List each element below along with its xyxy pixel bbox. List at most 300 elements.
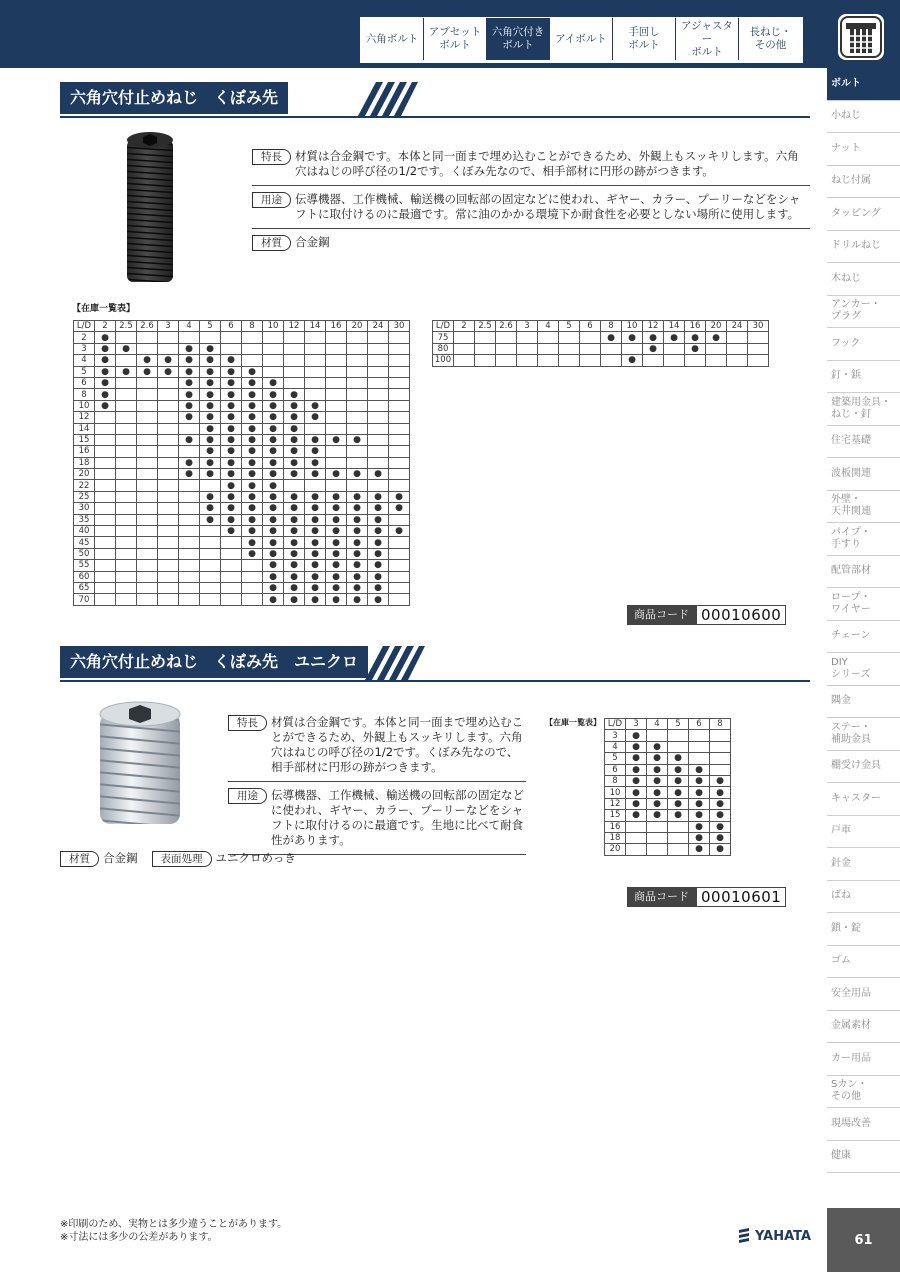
stock-empty bbox=[326, 412, 347, 423]
stock-empty bbox=[158, 537, 179, 548]
stock-dot: ● bbox=[643, 343, 664, 354]
stock-empty bbox=[137, 594, 158, 605]
product-code-value: 00010600 bbox=[696, 605, 786, 625]
table-row bbox=[74, 491, 410, 502]
stock-dot: ● bbox=[347, 560, 368, 571]
stock-empty bbox=[305, 423, 326, 434]
stock-empty bbox=[95, 594, 116, 605]
row-header: 3 bbox=[74, 343, 95, 354]
stock-dot: ● bbox=[389, 503, 410, 514]
stock-empty bbox=[454, 332, 475, 343]
stock-dot: ● bbox=[221, 491, 242, 502]
uses-text: 伝導機器、工作機械、輸送機の回転部の固定などに使われ、ギヤー、カラー、プーリーなどをシャフトに取付けるのに最適です。常に油のかかる環境下か耐食性を必要としない場所に使用します。 bbox=[295, 192, 801, 221]
sidebar-item[interactable]: 鎖・錠 bbox=[827, 913, 900, 946]
stock-dot: ● bbox=[368, 526, 389, 537]
table-row bbox=[605, 775, 731, 786]
sidebar-item[interactable]: 木ねじ bbox=[827, 263, 900, 296]
stock-dot: ● bbox=[95, 389, 116, 400]
stock-dot: ● bbox=[668, 798, 689, 809]
stock-dot: ● bbox=[116, 343, 137, 354]
column-header: 5 bbox=[200, 321, 221, 332]
column-header: 10 bbox=[263, 321, 284, 332]
stock-dot: ● bbox=[221, 412, 242, 423]
row-header: 55 bbox=[74, 560, 95, 571]
stock-dot: ● bbox=[305, 446, 326, 457]
stock-empty bbox=[284, 355, 305, 366]
stock-empty bbox=[305, 389, 326, 400]
stock-empty bbox=[668, 832, 689, 843]
stock-dot: ● bbox=[626, 798, 647, 809]
stock-empty bbox=[116, 526, 137, 537]
sidebar-item[interactable]: アンカー・ プラグ bbox=[827, 296, 900, 329]
sidebar-item[interactable]: ナット bbox=[827, 133, 900, 166]
stock-empty bbox=[517, 343, 538, 354]
stock-dot: ● bbox=[710, 775, 731, 786]
stock-empty bbox=[158, 480, 179, 491]
stock-dot: ● bbox=[284, 434, 305, 445]
stock-empty bbox=[326, 389, 347, 400]
sidebar-item[interactable]: 隅金 bbox=[827, 686, 900, 719]
row-header: 15 bbox=[605, 810, 626, 821]
stock-empty bbox=[389, 343, 410, 354]
column-header: 30 bbox=[748, 321, 769, 332]
stock-empty bbox=[326, 377, 347, 388]
sidebar-item[interactable]: 小ねじ bbox=[827, 101, 900, 134]
stock-empty bbox=[263, 343, 284, 354]
stock-dot: ● bbox=[647, 810, 668, 821]
column-header: 20 bbox=[347, 321, 368, 332]
stock-empty bbox=[326, 400, 347, 411]
table-row bbox=[433, 332, 769, 343]
stock-dot: ● bbox=[221, 377, 242, 388]
stock-empty bbox=[748, 355, 769, 366]
stock-dot: ● bbox=[242, 469, 263, 480]
stock-dot: ● bbox=[601, 332, 622, 343]
stock-empty bbox=[137, 332, 158, 343]
stock-empty bbox=[389, 434, 410, 445]
stock-dot: ● bbox=[263, 582, 284, 593]
stock-empty bbox=[305, 355, 326, 366]
section1-banner bbox=[60, 82, 810, 118]
stock-dot: ● bbox=[368, 571, 389, 582]
stock-empty bbox=[347, 343, 368, 354]
stock-empty bbox=[389, 582, 410, 593]
stock-dot: ● bbox=[284, 560, 305, 571]
sidebar-item[interactable]: 健康 bbox=[827, 1141, 900, 1174]
stock-empty bbox=[137, 343, 158, 354]
stock-empty bbox=[664, 355, 685, 366]
stock-empty bbox=[158, 446, 179, 457]
row-header: 65 bbox=[74, 582, 95, 593]
sidebar-item[interactable]: 金属素材 bbox=[827, 1011, 900, 1044]
column-header: 6 bbox=[689, 719, 710, 730]
stock-dot: ● bbox=[347, 434, 368, 445]
stock-dot: ● bbox=[668, 775, 689, 786]
sidebar-item[interactable]: チェーン bbox=[827, 621, 900, 654]
sidebar-item[interactable]: フック bbox=[827, 328, 900, 361]
table-row bbox=[74, 457, 410, 468]
stock-dot: ● bbox=[263, 446, 284, 457]
column-header: 3 bbox=[158, 321, 179, 332]
stock-empty bbox=[389, 423, 410, 434]
stock-empty bbox=[368, 457, 389, 468]
brand-name: YAHATA bbox=[755, 1228, 812, 1244]
stock-dot: ● bbox=[263, 548, 284, 559]
column-header: 2 bbox=[454, 321, 475, 332]
sidebar-item[interactable]: 配管部材 bbox=[827, 556, 900, 589]
stock-empty bbox=[710, 764, 731, 775]
tab-eye-bolt[interactable]: アイボルト bbox=[550, 18, 613, 60]
stock-dot: ● bbox=[347, 526, 368, 537]
footer-notes: ※印刷のため、実物とは多少違うことがあります。 ※寸法には多少の公差があります。 bbox=[60, 1219, 288, 1243]
stock-dot: ● bbox=[200, 400, 221, 411]
stock-dot: ● bbox=[305, 571, 326, 582]
table-row bbox=[605, 844, 731, 855]
stock-empty bbox=[116, 582, 137, 593]
stock-empty bbox=[689, 730, 710, 741]
table-row bbox=[74, 514, 410, 525]
table-row bbox=[74, 412, 410, 423]
stock-empty bbox=[137, 423, 158, 434]
stock-dot: ● bbox=[95, 332, 116, 343]
stock-dot: ● bbox=[242, 480, 263, 491]
stock-dot: ● bbox=[710, 821, 731, 832]
sidebar-item[interactable]: Sカン・ その他 bbox=[827, 1076, 900, 1109]
stock-empty bbox=[347, 377, 368, 388]
stock-dot: ● bbox=[347, 503, 368, 514]
stock-dot: ● bbox=[284, 582, 305, 593]
sidebar-item[interactable]: 波板関連 bbox=[827, 458, 900, 491]
stock-empty bbox=[137, 582, 158, 593]
stock-dot: ● bbox=[221, 469, 242, 480]
stock-empty bbox=[158, 514, 179, 525]
stock-empty bbox=[263, 355, 284, 366]
column-header: 16 bbox=[685, 321, 706, 332]
stock-empty bbox=[158, 434, 179, 445]
stock-dot: ● bbox=[95, 377, 116, 388]
stock-empty bbox=[668, 730, 689, 741]
stock-dot: ● bbox=[622, 332, 643, 343]
stock-empty bbox=[221, 537, 242, 548]
stock-dot: ● bbox=[221, 389, 242, 400]
stock-dot: ● bbox=[689, 775, 710, 786]
sidebar-item[interactable]: 棚受け金具 bbox=[827, 751, 900, 784]
stock-dot: ● bbox=[179, 343, 200, 354]
stock-dot: ● bbox=[326, 491, 347, 502]
sidebar-item[interactable]: カー用品 bbox=[827, 1043, 900, 1076]
tab-thumb-bolt[interactable]: 手回し ボルト bbox=[613, 18, 676, 60]
stock-dot: ● bbox=[284, 400, 305, 411]
row-header: 12 bbox=[74, 412, 95, 423]
stock-dot: ● bbox=[626, 753, 647, 764]
column-header: 20 bbox=[706, 321, 727, 332]
stock-dot: ● bbox=[263, 537, 284, 548]
stock-empty bbox=[158, 412, 179, 423]
sidebar-item[interactable]: 外壁・ 天井関連 bbox=[827, 491, 900, 524]
row-header: 18 bbox=[74, 457, 95, 468]
stock-dot: ● bbox=[368, 469, 389, 480]
stock-dot: ● bbox=[242, 526, 263, 537]
stock-empty bbox=[179, 582, 200, 593]
tab-hex-bolt[interactable]: 六角ボルト bbox=[361, 18, 424, 60]
stock-dot: ● bbox=[242, 548, 263, 559]
product-code-2 bbox=[627, 887, 786, 907]
tab-hex-socket-bolt[interactable]: 六角穴付き ボルト bbox=[487, 18, 550, 60]
stock-empty bbox=[626, 844, 647, 855]
sidebar-item[interactable]: キャスター bbox=[827, 783, 900, 816]
stock-empty bbox=[668, 844, 689, 855]
stock-dot: ● bbox=[263, 423, 284, 434]
stock-dot: ● bbox=[263, 571, 284, 582]
stock-empty bbox=[95, 514, 116, 525]
column-header: 3 bbox=[626, 719, 647, 730]
product-code-label: 商品コード bbox=[627, 605, 696, 625]
stock-empty bbox=[368, 446, 389, 457]
stock-empty bbox=[179, 332, 200, 343]
stock-empty bbox=[647, 730, 668, 741]
stock-empty bbox=[326, 355, 347, 366]
section2-title: 六角穴付止めねじ くぼみ先 ユニクロ bbox=[60, 646, 368, 678]
stock-dot: ● bbox=[668, 764, 689, 775]
stock-dot: ● bbox=[689, 764, 710, 775]
sidebar-item[interactable]: 建築用金具・ ねじ・釘 bbox=[827, 393, 900, 426]
stock-dot: ● bbox=[347, 537, 368, 548]
table-row bbox=[433, 355, 769, 366]
stock-empty bbox=[221, 571, 242, 582]
row-header: 16 bbox=[605, 821, 626, 832]
stock-dot: ● bbox=[242, 503, 263, 514]
stock-empty bbox=[626, 832, 647, 843]
stock-empty bbox=[116, 560, 137, 571]
uses-text: 伝導機器、工作機械、輸送機の回転部の固定などに使われ、ギヤー、カラー、プーリーなどをシャフトに取付けるのに最適です。生地に比べて耐食性があります。 bbox=[271, 788, 524, 847]
sidebar-item[interactable]: 現場改善 bbox=[827, 1108, 900, 1141]
stock-empty bbox=[368, 332, 389, 343]
sidebar-item[interactable]: ばね bbox=[827, 881, 900, 914]
row-header: 80 bbox=[433, 343, 454, 354]
stock-dot: ● bbox=[200, 389, 221, 400]
stock-empty bbox=[95, 412, 116, 423]
brand-logo bbox=[737, 1228, 811, 1244]
stock-empty bbox=[748, 332, 769, 343]
stock-empty bbox=[137, 434, 158, 445]
stock-empty bbox=[95, 434, 116, 445]
tab-long-thread[interactable]: 長ねじ・ その他 bbox=[739, 18, 802, 60]
stock-dot: ● bbox=[242, 491, 263, 502]
material-text: 合金鋼 bbox=[295, 235, 330, 249]
stock-empty bbox=[389, 560, 410, 571]
stock-dot: ● bbox=[647, 787, 668, 798]
stock-empty bbox=[263, 366, 284, 377]
stock-empty bbox=[116, 548, 137, 559]
stock-dot: ● bbox=[200, 423, 221, 434]
sidebar-item[interactable]: DIY シリーズ bbox=[827, 653, 900, 686]
stock-empty bbox=[116, 537, 137, 548]
stock-empty bbox=[347, 457, 368, 468]
stock-dot: ● bbox=[263, 491, 284, 502]
stock-empty bbox=[706, 343, 727, 354]
sidebar-item[interactable]: ドリルねじ bbox=[827, 231, 900, 264]
stock-dot: ● bbox=[347, 491, 368, 502]
row-header: 60 bbox=[74, 571, 95, 582]
stock-dot: ● bbox=[710, 832, 731, 843]
stock-empty bbox=[116, 332, 137, 343]
stock-dot: ● bbox=[200, 491, 221, 502]
stock-dot: ● bbox=[326, 526, 347, 537]
stock-dot: ● bbox=[284, 457, 305, 468]
stock-empty bbox=[95, 526, 116, 537]
stock-empty bbox=[158, 469, 179, 480]
stock-empty bbox=[284, 343, 305, 354]
stock-empty bbox=[647, 821, 668, 832]
stock-dot: ● bbox=[200, 355, 221, 366]
stock-empty bbox=[601, 355, 622, 366]
table-row bbox=[74, 343, 410, 354]
stock-empty bbox=[116, 355, 137, 366]
sidebar-item[interactable]: ボルト bbox=[827, 68, 900, 101]
stock-empty bbox=[221, 332, 242, 343]
row-header: 14 bbox=[74, 423, 95, 434]
stock-dot: ● bbox=[263, 389, 284, 400]
table-row bbox=[605, 832, 731, 843]
sidebar-item[interactable]: ステー・ 補助金具 bbox=[827, 718, 900, 751]
stock-empty bbox=[389, 355, 410, 366]
column-header: 2 bbox=[95, 321, 116, 332]
stock-empty bbox=[137, 389, 158, 400]
stock-dot: ● bbox=[689, 821, 710, 832]
stock-empty bbox=[95, 571, 116, 582]
stock-empty bbox=[242, 355, 263, 366]
bolt-category-icon bbox=[838, 14, 884, 60]
stock-dot: ● bbox=[221, 355, 242, 366]
stock-dot: ● bbox=[179, 434, 200, 445]
stock-dot: ● bbox=[305, 469, 326, 480]
sidebar-item[interactable]: パイプ・ 手すり bbox=[827, 523, 900, 556]
stock-dot: ● bbox=[347, 469, 368, 480]
stock-empty bbox=[475, 355, 496, 366]
stock-dot: ● bbox=[263, 560, 284, 571]
sidebar-item[interactable]: 戸車 bbox=[827, 816, 900, 849]
column-header: 30 bbox=[389, 321, 410, 332]
stock-dot: ● bbox=[710, 844, 731, 855]
stock-dot: ● bbox=[263, 400, 284, 411]
stock-dot: ● bbox=[284, 423, 305, 434]
features-text: 材質は合金鋼です。本体と同一面まで埋め込むことができるため、外観上もスッキリします。六角穴はねじの呼び径の1/2です。くぼみ先なので、相手部材に円形の跡がつきます。 bbox=[271, 715, 524, 774]
uses-label: 用途 bbox=[252, 192, 291, 208]
stock-dot: ● bbox=[305, 548, 326, 559]
stock-empty bbox=[95, 582, 116, 593]
column-header: 14 bbox=[664, 321, 685, 332]
sidebar-item[interactable]: 安全用品 bbox=[827, 978, 900, 1011]
stock-dot: ● bbox=[95, 343, 116, 354]
stock-empty bbox=[200, 548, 221, 559]
stock-dot: ● bbox=[284, 412, 305, 423]
table-row bbox=[74, 366, 410, 377]
table-row bbox=[74, 480, 410, 491]
stock-dot: ● bbox=[368, 503, 389, 514]
sidebar-item[interactable]: タッピング bbox=[827, 198, 900, 231]
stock-dot: ● bbox=[242, 400, 263, 411]
row-header: 12 bbox=[605, 798, 626, 809]
table-row bbox=[605, 764, 731, 775]
sidebar-item[interactable]: ロープ・ ワイヤー bbox=[827, 588, 900, 621]
stock-empty bbox=[179, 423, 200, 434]
sidebar-item[interactable]: ゴム bbox=[827, 946, 900, 979]
stock-dot: ● bbox=[221, 423, 242, 434]
stock-empty bbox=[158, 423, 179, 434]
sidebar-item[interactable]: 住宅基礎 bbox=[827, 426, 900, 459]
stock-dot: ● bbox=[305, 514, 326, 525]
stock-empty bbox=[538, 332, 559, 343]
features-label: 特長 bbox=[252, 149, 291, 165]
column-header: 16 bbox=[326, 321, 347, 332]
stock-empty bbox=[305, 366, 326, 377]
sidebar-item[interactable]: 釘・鋲 bbox=[827, 361, 900, 394]
row-header: 5 bbox=[605, 753, 626, 764]
stock-empty bbox=[200, 332, 221, 343]
stock-empty bbox=[475, 332, 496, 343]
stock-empty bbox=[137, 491, 158, 502]
stock-dot: ● bbox=[242, 537, 263, 548]
stock-dot: ● bbox=[263, 457, 284, 468]
stock-dot: ● bbox=[284, 491, 305, 502]
stock-dot: ● bbox=[116, 366, 137, 377]
stock-dot: ● bbox=[326, 594, 347, 605]
table-row bbox=[74, 582, 410, 593]
stock-dot: ● bbox=[368, 548, 389, 559]
row-header: 6 bbox=[74, 377, 95, 388]
stock-empty bbox=[116, 434, 137, 445]
stock-empty bbox=[179, 537, 200, 548]
surface-text: ユニクロめっき bbox=[215, 851, 296, 865]
stock-empty bbox=[221, 560, 242, 571]
stock-dot: ● bbox=[242, 412, 263, 423]
tab-adjuster-bolt[interactable]: アジャスター ボルト bbox=[676, 18, 739, 60]
section1-info bbox=[252, 143, 810, 257]
product-image-zinc-set-screw bbox=[96, 698, 184, 834]
stock-empty bbox=[326, 480, 347, 491]
stock-empty bbox=[137, 412, 158, 423]
stock-empty bbox=[158, 503, 179, 514]
table-row bbox=[74, 594, 410, 605]
stock-empty bbox=[601, 343, 622, 354]
stock-dot: ● bbox=[305, 412, 326, 423]
stock-empty bbox=[179, 548, 200, 559]
stock-empty bbox=[137, 457, 158, 468]
stock-dot: ● bbox=[305, 503, 326, 514]
stock-dot: ● bbox=[305, 526, 326, 537]
stock-dot: ● bbox=[668, 753, 689, 764]
product-image-black-set-screw bbox=[120, 128, 180, 288]
stock-empty bbox=[668, 821, 689, 832]
stock-dot: ● bbox=[263, 469, 284, 480]
stock-dot: ● bbox=[284, 571, 305, 582]
stock-empty bbox=[368, 400, 389, 411]
sidebar-item[interactable]: ねじ付属 bbox=[827, 166, 900, 199]
stock-empty bbox=[580, 343, 601, 354]
sidebar-item[interactable]: 針金 bbox=[827, 848, 900, 881]
stock-empty bbox=[95, 446, 116, 457]
stock-empty bbox=[626, 821, 647, 832]
stock-dot: ● bbox=[689, 832, 710, 843]
tab-upset-bolt[interactable]: アプセット ボルト bbox=[424, 18, 487, 60]
stock-dot: ● bbox=[200, 412, 221, 423]
stock-empty bbox=[559, 343, 580, 354]
row-header: 40 bbox=[74, 526, 95, 537]
stock-dot: ● bbox=[263, 434, 284, 445]
row-header: 35 bbox=[74, 514, 95, 525]
stock-empty bbox=[389, 469, 410, 480]
column-header: 24 bbox=[368, 321, 389, 332]
